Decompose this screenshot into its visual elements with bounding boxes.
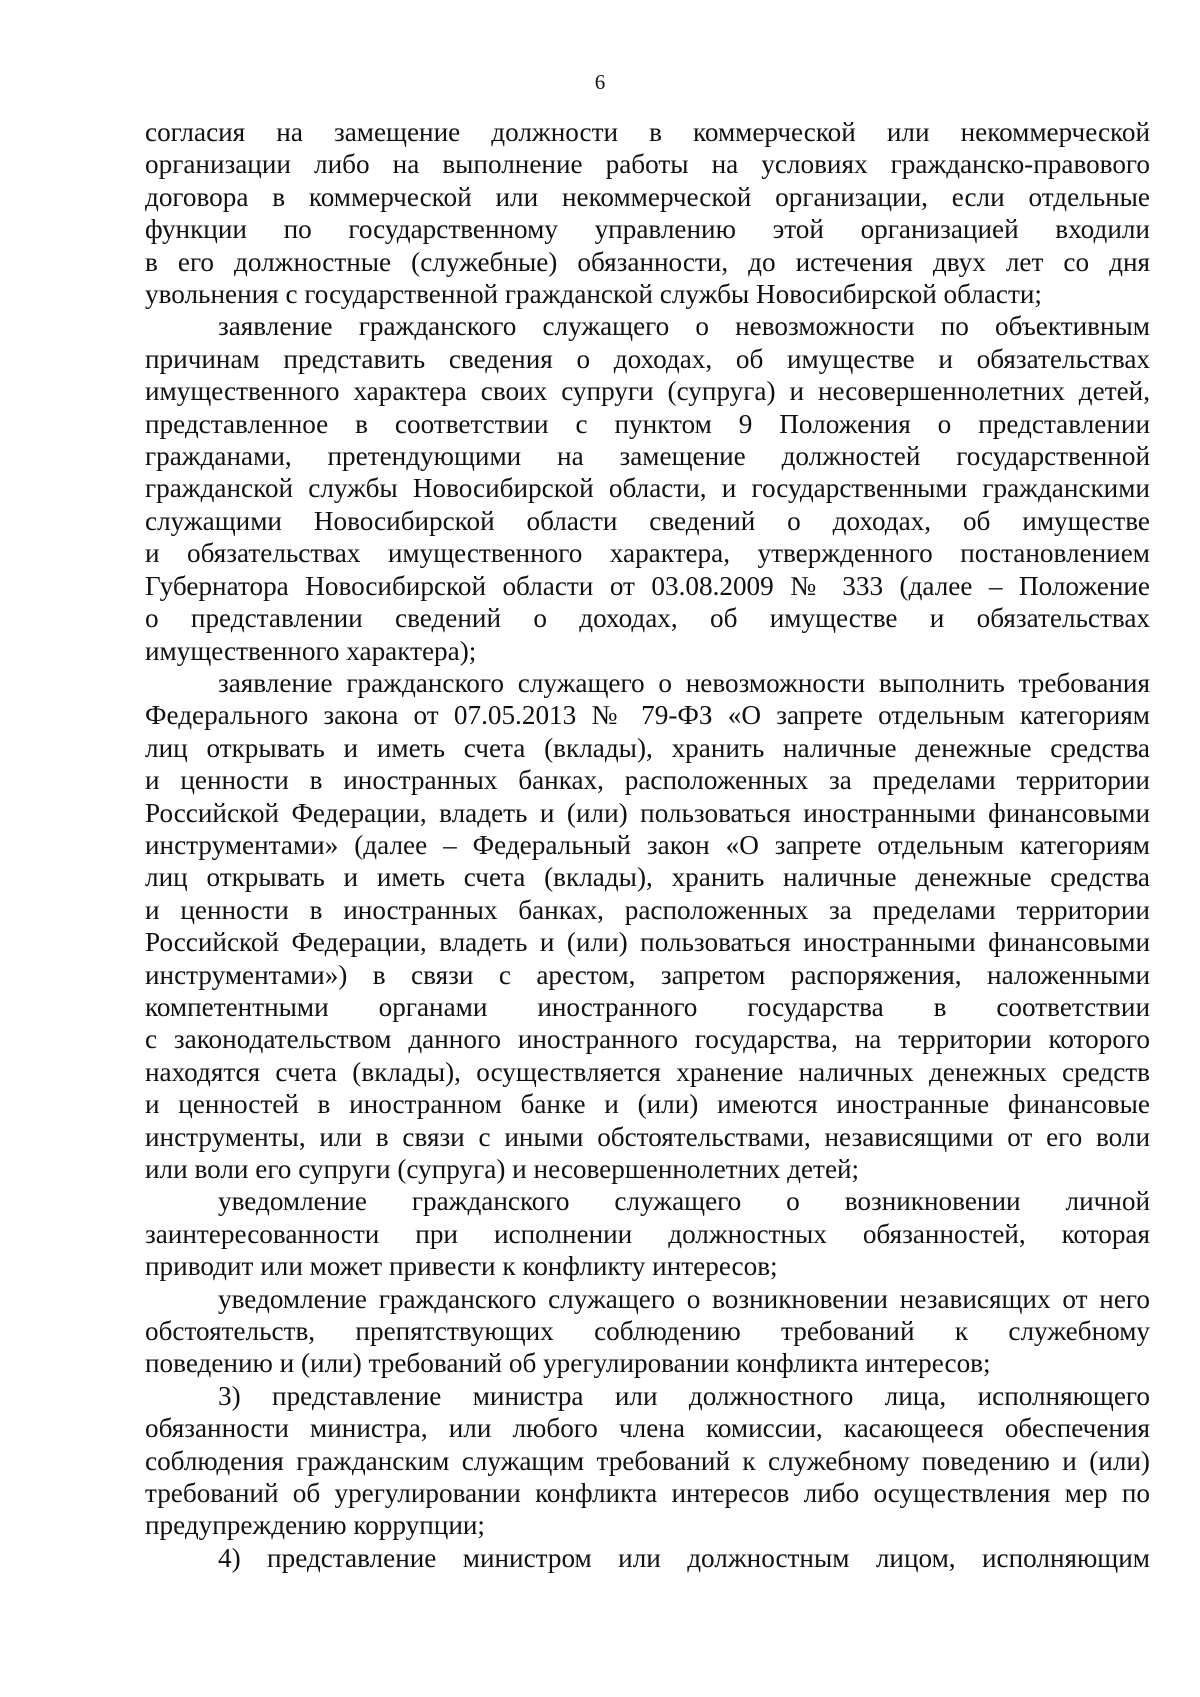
text-line: заинтересованности при исполнении должностных обязанностей, которая	[145, 1218, 1150, 1249]
text-line: или воли его супруги (супруга) и несовершеннолетних детей;	[145, 1154, 860, 1184]
text-line: заявление гражданского служащего о невозможности выполнить требования	[218, 667, 1150, 698]
paragraph-p7	[145, 1542, 1150, 1574]
paragraph-p6	[145, 1380, 1150, 1542]
text-line: Федерального закона от 07.05.2013 № 79-ФЗ «О запрете отдельным категориям	[145, 700, 1150, 731]
text-line: инструментами») в связи с арестом, запретом распоряжения, наложенными	[145, 959, 1150, 990]
text-line: 3) представление министра или должностного лица, исполняющего	[218, 1380, 1150, 1411]
text-line: организации либо на выполнение работы на условиях гражданско-правового	[145, 149, 1150, 180]
text-line: Российской Федерации, владеть и (или) пользоваться иностранными финансовыми	[145, 797, 1150, 828]
text-line: и обязательствах имущественного характера, утвержденного постановлением	[145, 538, 1150, 569]
text-line: инструментами» (далее – Федеральный закон «О запрете отдельным категориям	[145, 829, 1150, 860]
text-line: лиц открывать и иметь счета (вклады), хранить наличные денежные средства	[145, 732, 1150, 763]
text-line: договора в коммерческой или некоммерческой организации, если отдельные	[145, 181, 1150, 212]
text-line: требований об урегулировании конфликта интересов либо осуществления мер по	[145, 1478, 1150, 1509]
document-body	[145, 116, 1150, 1574]
text-line: причинам представить сведения о доходах, об имуществе и обязательствах	[145, 343, 1150, 374]
text-line: и ценности в иностранных банках, расположенных за пределами территории	[145, 894, 1150, 925]
text-line: компетентными органами иностранного государства в соответствии	[145, 991, 1150, 1022]
text-line: о представлении сведений о доходах, об имуществе и обязательствах	[145, 603, 1150, 634]
text-line: и ценностей в иностранном банке и (или) имеются иностранные финансовые	[145, 1089, 1150, 1120]
text-line: заявление гражданского служащего о невозможности по объективным	[218, 311, 1150, 342]
text-line: имущественного характера);	[145, 635, 477, 666]
text-line: приводит или может привести к конфликту интересов;	[145, 1251, 778, 1282]
text-line: с законодательством данного иностранного государства, на территории которого	[145, 1024, 1150, 1055]
text-line: поведению и (или) требований об урегулировании конфликта интересов;	[145, 1348, 991, 1379]
text-line: гражданской службы Новосибирской области, и государственными гражданскими	[145, 473, 1150, 504]
text-line: увольнения с государственной гражданской службы Новосибирской области;	[145, 279, 1042, 310]
text-line: соблюдения гражданским служащим требований к служебному поведению и (или)	[145, 1445, 1150, 1476]
text-line: функции по государственному управлению этой организацией входили	[145, 214, 1150, 245]
text-line: служащими Новосибирской области сведений о доходах, об имуществе	[145, 505, 1150, 536]
paragraph-p2	[145, 310, 1150, 666]
paragraph-p3	[145, 667, 1150, 1186]
text-line: находятся счета (вклады), осуществляется хранение наличных денежных средств	[145, 1056, 1150, 1087]
text-line: 4) представление министром или должностным лицом, исполняющим	[218, 1542, 1150, 1573]
paragraph-p4	[145, 1185, 1150, 1282]
text-line: предупреждению коррупции;	[145, 1510, 485, 1541]
paragraph-p5	[145, 1283, 1150, 1380]
text-line: представленное в соответствии с пунктом 9 Положения о представлении	[145, 408, 1150, 439]
text-line: инструменты, или в связи с иными обстоятельствами, независящими от его воли	[145, 1121, 1150, 1152]
text-line: Российской Федерации, владеть и (или) пользоваться иностранными финансовыми	[145, 927, 1150, 958]
text-line: лиц открывать и иметь счета (вклады), хранить наличные денежные средства	[145, 862, 1150, 893]
text-line: Губернатора Новосибирской области от 03.08.2009 № 333 (далее – Положение	[145, 570, 1150, 601]
text-line: и ценности в иностранных банках, расположенных за пределами территории	[145, 765, 1150, 796]
text-line: согласия на замещение должности в коммерческой или некоммерческой	[145, 117, 1150, 147]
text-line: обстоятельств, препятствующих соблюдению требований к служебному	[145, 1316, 1150, 1347]
text-line: гражданами, претендующими на замещение должностей государственной	[145, 441, 1150, 472]
text-line: уведомление гражданского служащего о возникновении независящих от него	[218, 1283, 1150, 1314]
paragraph-p1	[145, 116, 1150, 310]
text-line: имущественного характера своих супруги (супруга) и несовершеннолетних детей,	[145, 376, 1150, 407]
text-line: уведомление гражданского служащего о возникновении личной	[218, 1186, 1150, 1217]
text-line: в его должностные (служебные) обязанности, до истечения двух лет со дня	[145, 246, 1150, 277]
page-number: 6	[594, 70, 606, 94]
text-line: обязанности министра, или любого члена комиссии, касающееся обеспечения	[145, 1413, 1150, 1444]
